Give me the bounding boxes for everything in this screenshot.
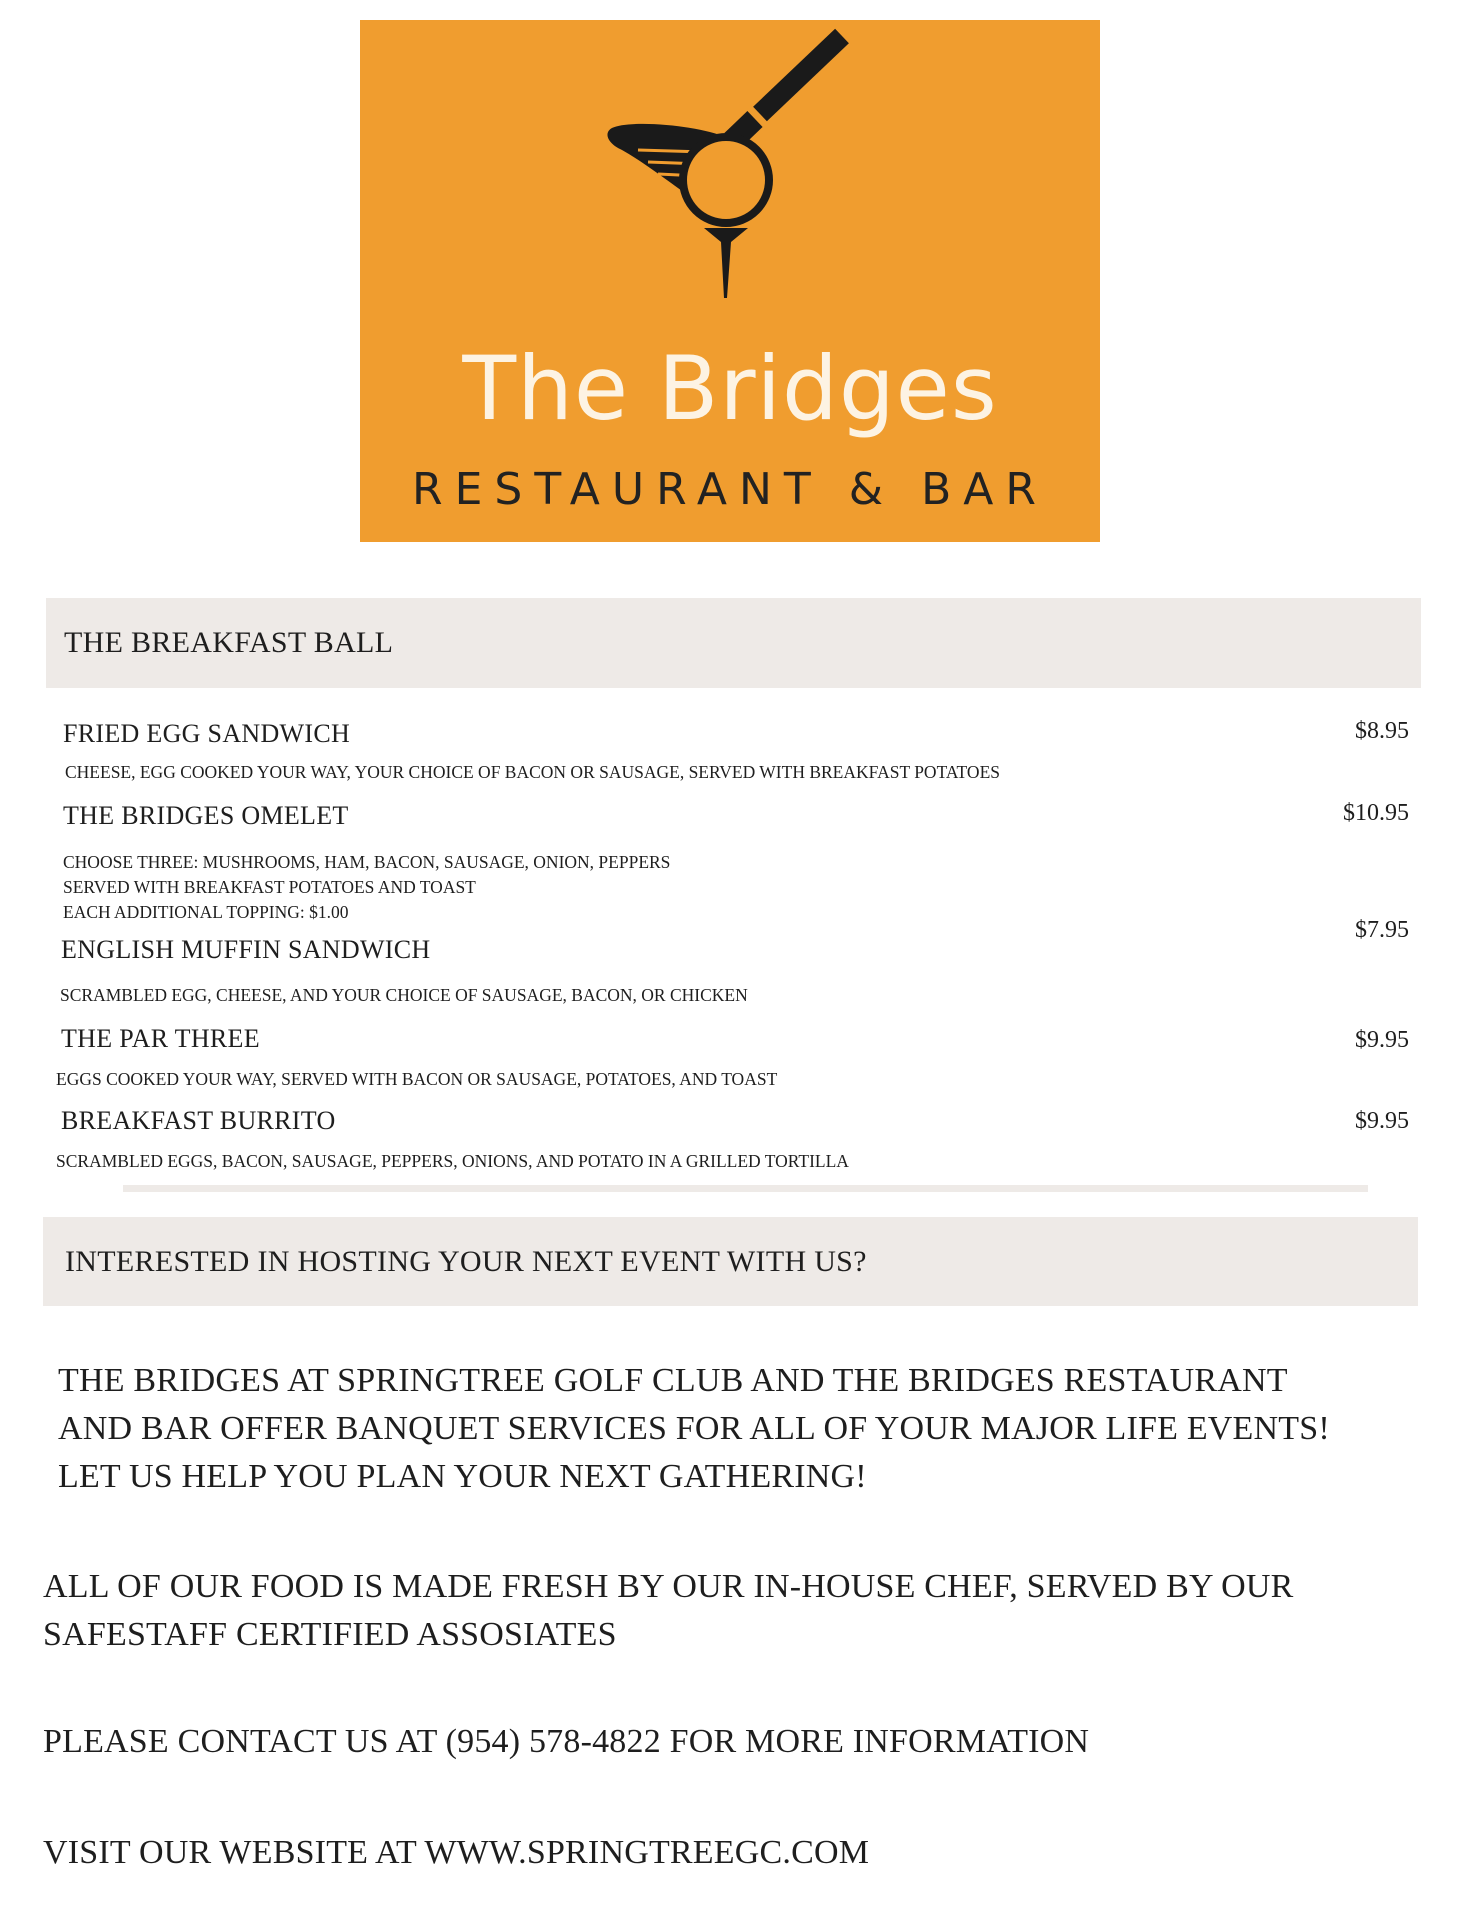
logo-title: The Bridges [462,337,998,440]
menu-item-price: $9.95 [1355,1108,1409,1134]
menu-item-description: SCRAMBLED EGG, CHEESE, AND YOUR CHOICE OF SAUSAGE, BACON, OR CHICKEN [60,985,748,1005]
restaurant-logo [360,20,1100,542]
menu-item-name: THE PAR THREE [61,1024,260,1053]
menu-item-price: $10.95 [1343,800,1409,826]
website-paragraph: VISIT OUR WEBSITE AT WWW.SPRINGTREEGC.COM [43,1834,870,1871]
menu-item-price: $8.95 [1355,718,1409,744]
event-paragraph: THE BRIDGES AT SPRINGTREE GOLF CLUB AND THE BRIDGES RESTAURANT AND BAR OFFER BANQUET SERVICES FOR ALL OF YOUR MAJOR LIFE EVENTS! LET US HELP YOU PLAN YOUR NEXT GATHERING! [58,1362,1330,1495]
event-section-header [43,1217,1418,1306]
menu-item-description: CHEESE, EGG COOKED YOUR WAY, YOUR CHOICE OF BACON OR SAUSAGE, SERVED WITH BREAKFAST POTATOES [65,762,1000,782]
menu-item-name: FRIED EGG SANDWICH [63,719,351,748]
contact-paragraph: PLEASE CONTACT US AT (954) 578-4822 FOR MORE INFORMATION [43,1723,1090,1760]
menu-item-name: ENGLISH MUFFIN SANDWICH [61,935,431,964]
menu-item-price: $9.95 [1355,1027,1409,1053]
section-divider [123,1185,1368,1192]
menu-item-name: BREAKFAST BURRITO [61,1106,336,1135]
menu-item-description-line: EACH ADDITIONAL TOPPING: $1.00 [63,902,349,922]
event-section-title: INTERESTED IN HOSTING YOUR NEXT EVENT WITH US? [65,1244,867,1278]
menu-item-description: EGGS COOKED YOUR WAY, SERVED WITH BACON OR SAUSAGE, POTATOES, AND TOAST [56,1069,778,1089]
menu-item-description-line: SERVED WITH BREAKFAST POTATOES AND TOAST [63,877,476,897]
menu-item-price: $7.95 [1355,917,1409,943]
menu-item-name: THE BRIDGES OMELET [63,801,349,830]
logo-subtitle: RESTAURANT & BAR [412,464,1048,515]
breakfast-section-title: THE BREAKFAST BALL [64,626,394,659]
menu-item-description-line: CHOOSE THREE: MUSHROOMS, HAM, BACON, SAUSAGE, ONION, PEPPERS [63,852,671,872]
menu-item-description: SCRAMBLED EGGS, BACON, SAUSAGE, PEPPERS, ONIONS, AND POTATO IN A GRILLED TORTILLA [56,1151,849,1171]
food-note-paragraph: ALL OF OUR FOOD IS MADE FRESH BY OUR IN-HOUSE CHEF, SERVED BY OUR SAFESTAFF CERTIFIED ASSOSIATES [43,1568,1294,1653]
breakfast-section-header [46,598,1421,688]
